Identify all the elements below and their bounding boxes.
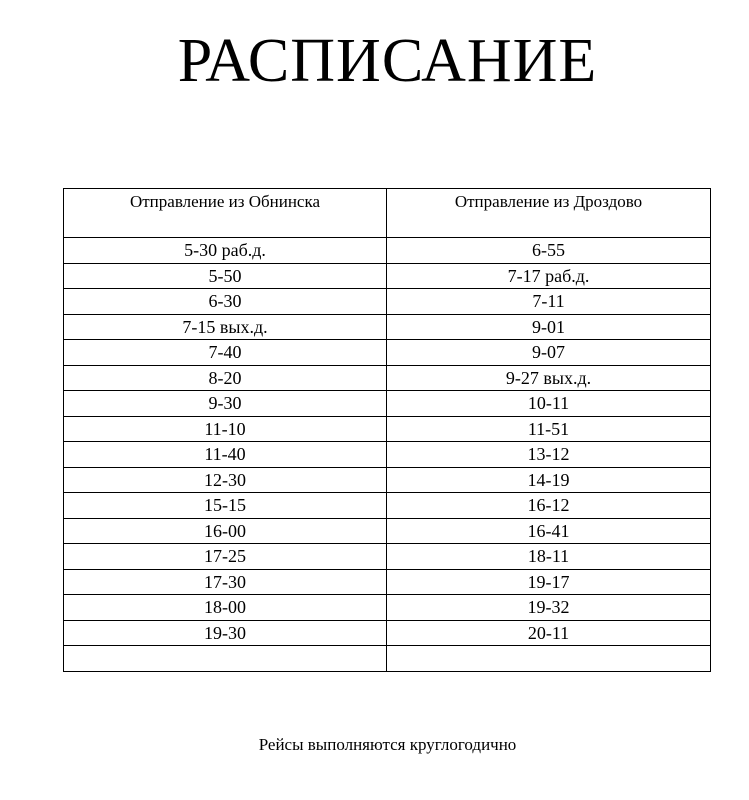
- table-row: [64, 340, 711, 366]
- departure-drozdovo-cell: 19-32: [387, 595, 711, 621]
- departure-obninsk-cell: 17-25: [64, 544, 387, 570]
- departure-obninsk-cell: 12-30: [64, 467, 387, 493]
- schedule-table: [63, 188, 711, 672]
- table-row: [64, 518, 711, 544]
- table-row: [64, 391, 711, 417]
- departure-drozdovo-cell: 18-11: [387, 544, 711, 570]
- departure-obninsk-cell: 16-00: [64, 518, 387, 544]
- table-row: [64, 646, 711, 672]
- table-row: [64, 569, 711, 595]
- table-header-row: [64, 189, 711, 238]
- departure-obninsk-cell: 17-30: [64, 569, 387, 595]
- departure-obninsk-cell: 7-15 вых.д.: [64, 314, 387, 340]
- departure-drozdovo-cell: 14-19: [387, 467, 711, 493]
- column-header-drozdovo: Отправление из Дроздово: [387, 189, 711, 238]
- departure-obninsk-cell: 5-30 раб.д.: [64, 238, 387, 264]
- table-row: [64, 263, 711, 289]
- departure-drozdovo-cell: 20-11: [387, 620, 711, 646]
- departure-drozdovo-cell: 11-51: [387, 416, 711, 442]
- table-row: [64, 238, 711, 264]
- departure-drozdovo-cell: 10-11: [387, 391, 711, 417]
- departure-drozdovo-cell: 9-27 вых.д.: [387, 365, 711, 391]
- departure-obninsk-cell: 11-40: [64, 442, 387, 468]
- departure-drozdovo-cell: 16-12: [387, 493, 711, 519]
- column-header-obninsk: Отправление из Обнинска: [64, 189, 387, 238]
- footer-note: Рейсы выполняются круглогодично: [258, 735, 517, 754]
- departure-drozdovo-cell: 16-41: [387, 518, 711, 544]
- table-row: [64, 595, 711, 621]
- departure-drozdovo-cell: [387, 646, 711, 672]
- table-row: [64, 620, 711, 646]
- table-row: [64, 544, 711, 570]
- departure-obninsk-cell: 5-50: [64, 263, 387, 289]
- departure-obninsk-cell: 18-00: [64, 595, 387, 621]
- table-row: [64, 416, 711, 442]
- departure-obninsk-cell: 15-15: [64, 493, 387, 519]
- schedule-body: [64, 238, 711, 672]
- table-row: [64, 289, 711, 315]
- departure-obninsk-cell: 6-30: [64, 289, 387, 315]
- table-row: [64, 493, 711, 519]
- departure-drozdovo-cell: 7-17 раб.д.: [387, 263, 711, 289]
- departure-obninsk-cell: 9-30: [64, 391, 387, 417]
- page-title: РАСПИСАНИЕ: [177, 27, 598, 95]
- departure-drozdovo-cell: 7-11: [387, 289, 711, 315]
- departure-drozdovo-cell: 6-55: [387, 238, 711, 264]
- table-row: [64, 442, 711, 468]
- table-row: [64, 314, 711, 340]
- departure-drozdovo-cell: 9-07: [387, 340, 711, 366]
- departure-obninsk-cell: 11-10: [64, 416, 387, 442]
- departure-drozdovo-cell: 9-01: [387, 314, 711, 340]
- departure-drozdovo-cell: 13-12: [387, 442, 711, 468]
- departure-obninsk-cell: 8-20: [64, 365, 387, 391]
- departure-obninsk-cell: [64, 646, 387, 672]
- table-row: [64, 467, 711, 493]
- departure-obninsk-cell: 7-40: [64, 340, 387, 366]
- departure-drozdovo-cell: 19-17: [387, 569, 711, 595]
- departure-obninsk-cell: 19-30: [64, 620, 387, 646]
- table-row: [64, 365, 711, 391]
